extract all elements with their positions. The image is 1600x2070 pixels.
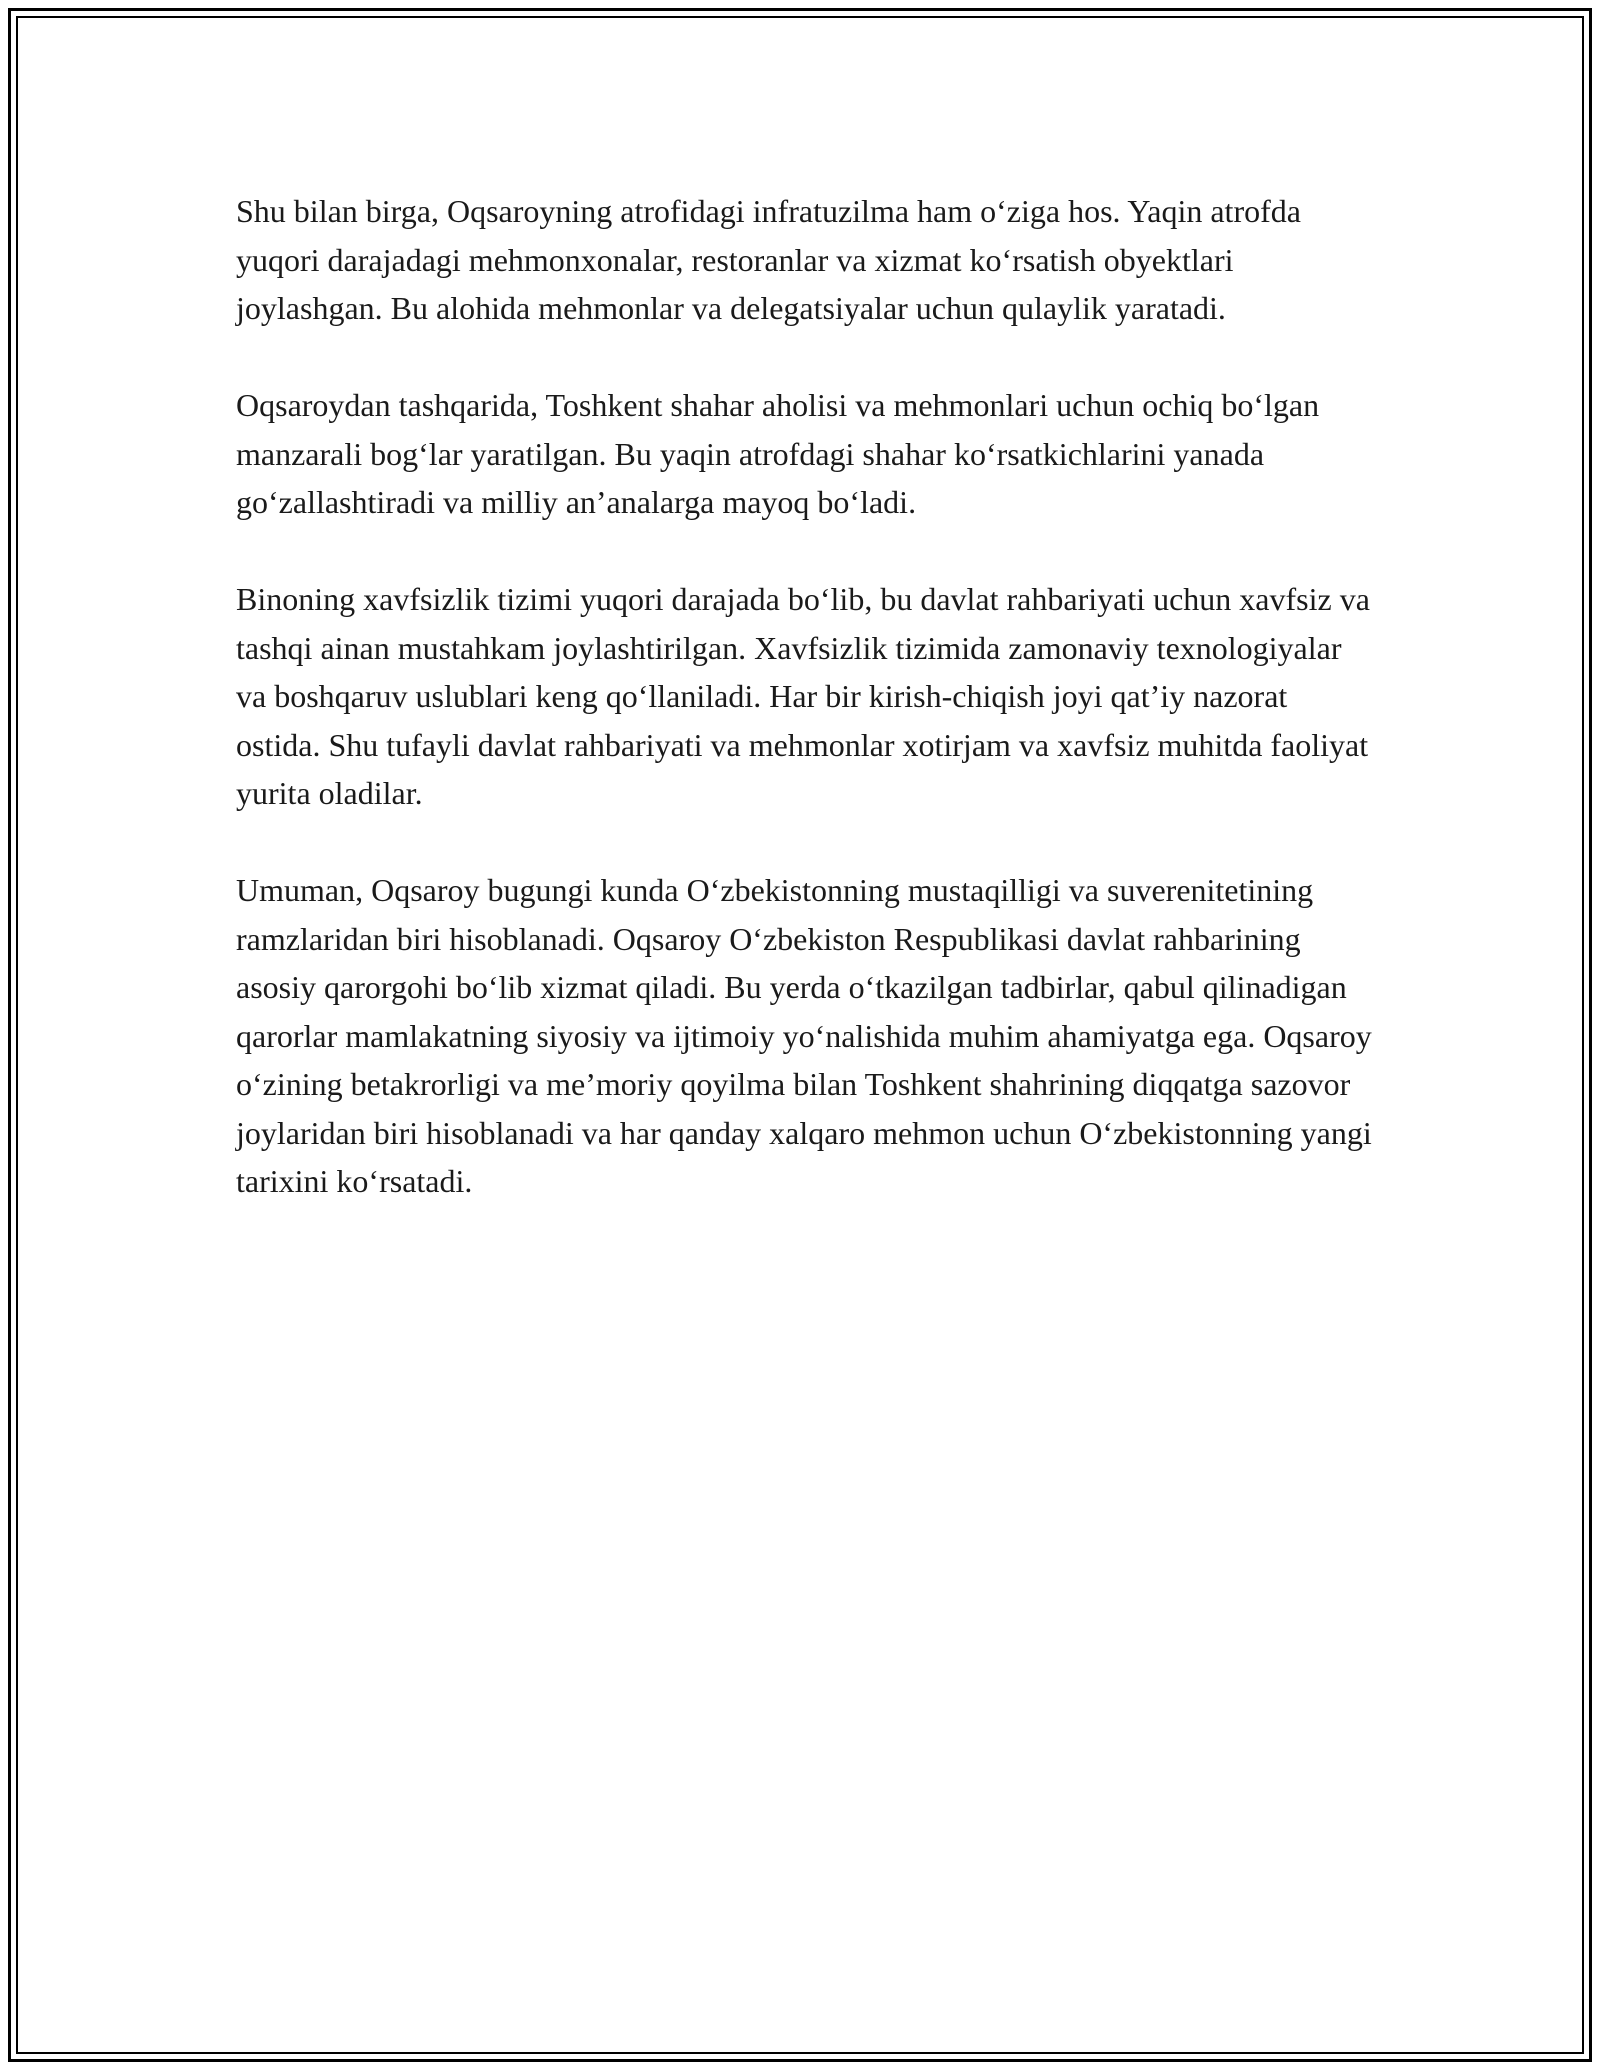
document-body	[236, 187, 1376, 1206]
paragraph-conclusion: Umuman, Oqsaroy bugungi kunda O‘zbekistonning mustaqilligi va suverenitetining ramzlaridan biri hisoblanadi. Oqsaroy O‘zbekiston Respublikasi davlat rahbarining asosiy qarorgohi bo‘lib xizmat qiladi. Bu yerda o‘tkazilgan tadbirlar, qabul qilinadigan qarorlar mamlakatning siyosiy va ijtimoiy yo‘nalishida muhim ahamiyatga ega. Oqsaroy o‘zining betakrorligi va me’moriy qoyilma bilan Toshkent shahrining diqqatga sazovor joylaridan biri hisoblanadi va har qanday xalqaro mehmon uchun O‘zbekistonning yangi tarixini ko‘rsatadi.	[236, 872, 1372, 1199]
paragraph-gardens: Oqsaroydan tashqarida, Toshkent shahar aholisi va mehmonlari uchun ochiq bo‘lgan manzarali bog‘lar yaratilgan. Bu yaqin atrofdagi shahar ko‘rsatkichlarini yanada go‘zallashtiradi va milliy an’analarga mayoq bo‘ladi.	[236, 387, 1320, 520]
paragraph-security: Binoning xavfsizlik tizimi yuqori darajada bo‘lib, bu davlat rahbariyati uchun xavfsiz va tashqi ainan mustahkam joylashtirilgan. Xavfsizlik tizimida zamonaviy texnologiyalar va boshqaruv uslublari keng qo‘llaniladi. Har bir kirish-chiqish joyi qat’iy nazorat ostida. Shu tufayli davlat rahbariyati va mehmonlar xotirjam va xavfsiz muhitda faoliyat yurita oladilar.	[236, 581, 1370, 811]
paragraph-infrastructure: Shu bilan birga, Oqsaroyning atrofidagi infratuzilma ham o‘ziga hos. Yaqin atrofda yuqori darajadagi mehmonxonalar, restoranlar va xizmat ko‘rsatish obyektlari joylashgan. Bu alohida mehmonlar va delegatsiyalar uchun qulaylik yaratadi.	[236, 193, 1301, 326]
